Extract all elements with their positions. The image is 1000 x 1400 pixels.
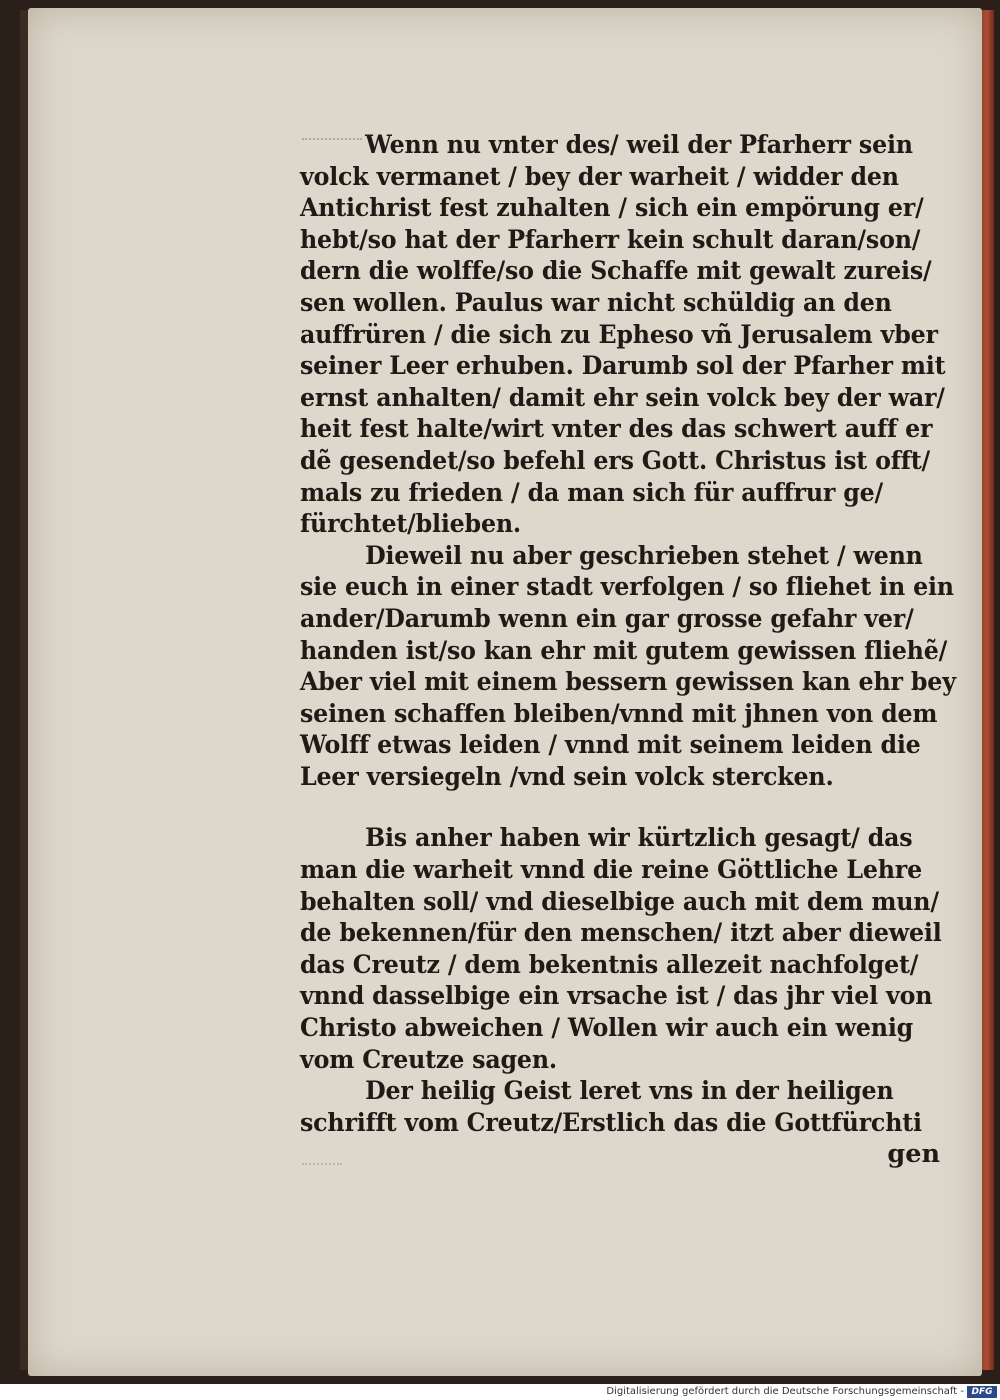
text-line: schrifft vom Creutz/Erstlich das die Gottfürchti: [300, 1107, 922, 1138]
text-line: handen ist/so kan ehr mit gutem gewissen fliehẽ/: [300, 635, 948, 666]
text-line: sen wollen. Paulus war nicht schüldig an den: [300, 287, 892, 318]
text-line: Dieweil nu aber geschrieben stehet / wenn: [365, 540, 923, 571]
text-line: vom Creutze sagen.: [300, 1044, 557, 1075]
paragraph-1: [300, 130, 950, 541]
page-edge-left: [20, 10, 28, 1370]
funding-credit: Digitalisierung gefördert durch die Deutsche Forschungsgemeinschaft -: [606, 1386, 964, 1397]
text-line: hebt/so hat der Pfarherr kein schult daran/son/: [300, 224, 921, 255]
text-line: behalten soll/ vnd dieselbige auch mit dem mun/: [300, 886, 939, 917]
text-line: seinen schaffen bleiben/vnnd mit jhnen von dem: [300, 698, 938, 729]
page-text-block: [300, 130, 956, 1171]
text-line: Wenn nu vnter des/ weil der Pfarherr sein: [365, 130, 913, 160]
catchword: gen: [887, 1139, 940, 1170]
text-line: volck vermanet / bey der warheit / widder den: [300, 161, 899, 192]
text-line: Wolff etwas leiden / vnnd mit seinem leiden die: [300, 730, 921, 761]
text-line: seiner Leer erhuben. Darumb sol der Pfarher mit: [300, 351, 946, 382]
text-line: ernst anhalten/ damit ehr sein volck bey der war/: [300, 382, 945, 413]
text-line: mals zu frieden / da man sich für auffrur ge/: [300, 477, 884, 508]
text-line: de bekennen/für den menschen/ itzt aber dieweil: [300, 918, 942, 949]
text-line: Christo abweichen / Wollen wir auch ein wenig: [300, 1013, 914, 1044]
dfg-logo: DFG: [967, 1386, 997, 1398]
text-line: auffrüren / die sich zu Epheso vñ Jerusalem vber: [300, 319, 938, 350]
text-line: Leer versiegeln /vnd sein volck stercken.: [300, 761, 834, 792]
paragraph-4: [300, 1076, 950, 1139]
text-line: man die warheit vnnd die reine Göttliche Lehre: [300, 855, 922, 886]
paragraph-2: [300, 540, 956, 794]
text-line: vnnd dasselbige ein vrsache ist / das jhr viel von: [300, 981, 933, 1012]
text-line: dẽ gesendet/so befehl ers Gott. Christus ist offt/: [300, 445, 931, 476]
text-line: Der heilig Geist leret vns in der heiligen: [365, 1076, 894, 1107]
page-edge-right: [982, 10, 994, 1370]
text-line: Bis anher haben wir kürtzlich gesagt/ das: [365, 823, 913, 854]
text-line: heit fest halte/wirt vnter des das schwert auff er: [300, 414, 933, 445]
paragraph-gap: [300, 793, 950, 823]
paragraph-3: [300, 823, 950, 1076]
text-line: fürchtet/blieben.: [300, 509, 521, 540]
text-line: Aber viel mit einem bessern gewissen kan ehr bey: [300, 667, 956, 698]
text-line: Antichrist fest zuhalten / sich ein empörung er/: [300, 193, 924, 224]
text-line: ander/Darumb wenn ein gar grosse gefahr ver/: [300, 603, 914, 634]
text-line: dern die wolffe/so die Schaffe mit gewalt zureis/: [300, 256, 932, 287]
text-line: das Creutz / dem bekentnis allezeit nachfolget/: [300, 949, 919, 980]
text-line: sie euch in einer stadt verfolgen / so fliehet in ein: [300, 572, 954, 603]
